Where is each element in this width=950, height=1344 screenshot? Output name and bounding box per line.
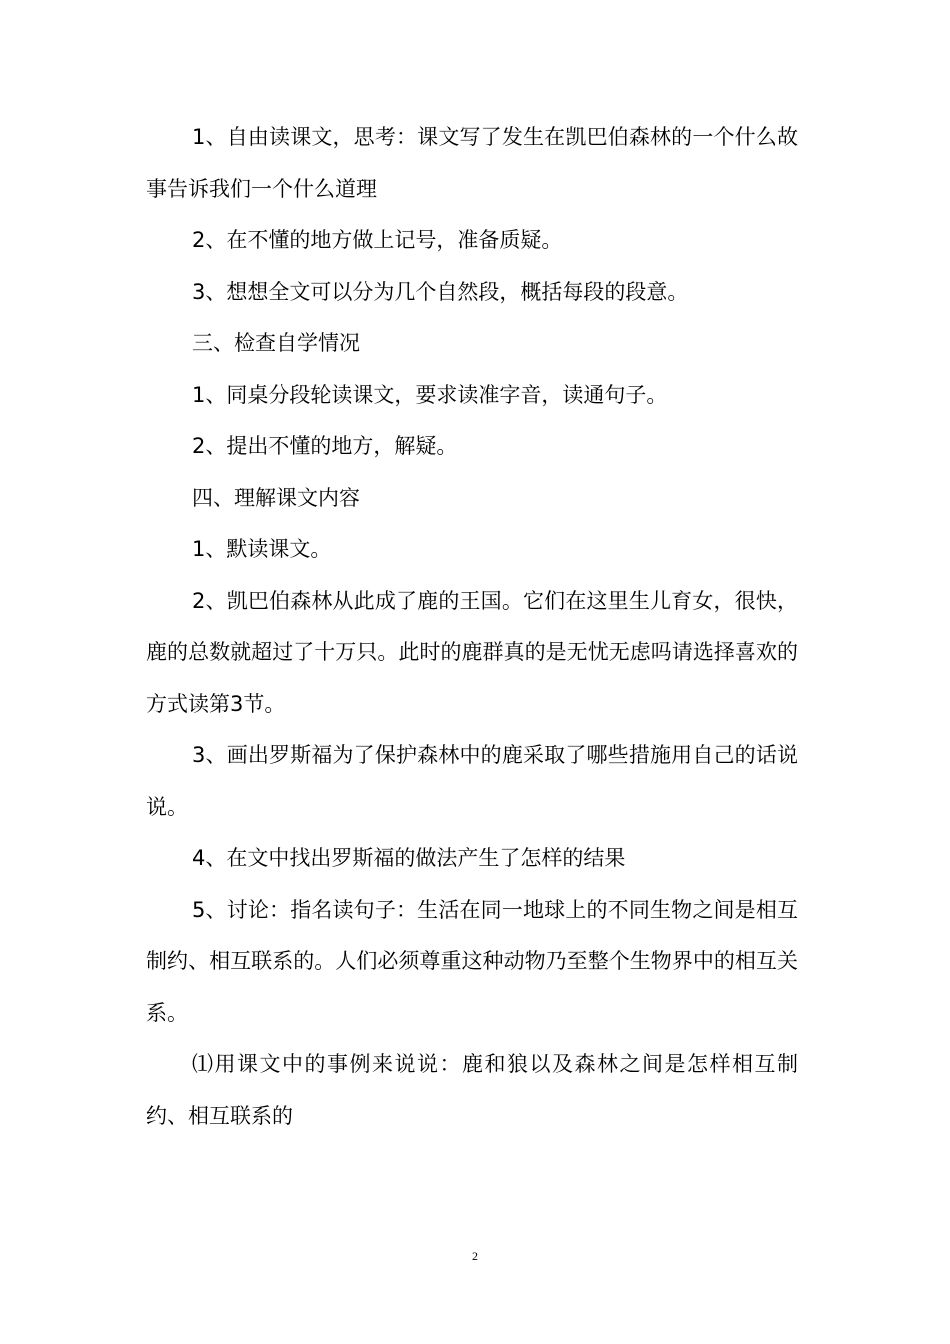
document-body — [146, 112, 798, 1142]
paragraph-reading-task-1: 1、自由读课文，思考：课文写了发生在凯巴伯森林的一个什么故事告诉我们一个什么道理 — [146, 125, 798, 201]
section-heading-check-self-study: 三、检查自学情况 — [192, 331, 360, 355]
paragraph-reading-task-3: 3、想想全文可以分为几个自然段，概括每段的段意。 — [192, 279, 689, 304]
paragraph-discussion-item-1: ⑴用课文中的事例来说说：鹿和狼以及森林之间是怎样相互制约、相互联系的 — [146, 1052, 798, 1128]
paragraph-understand-task-5: 5、讨论：指名读句子：生活在同一地球上的不同生物之间是相互制约、相互联系的。人们必须尊重这种动物乃至整个生物界中的相互关系。 — [146, 897, 798, 1025]
paragraph-understand-task-2: 2、凯巴伯森林从此成了鹿的王国。它们在这里生儿育女，很快，鹿的总数就超过了十万只。此时的鹿群真的是无忧无虑吗请选择喜欢的方式读第3节。 — [146, 588, 798, 716]
paragraph-reading-task-2: 2、在不懂的地方做上记号，准备质疑。 — [192, 228, 563, 252]
paragraph-understand-task-4: 4、在文中找出罗斯福的做法产生了怎样的结果 — [192, 846, 626, 870]
paragraph-understand-task-1: 1、默读课文。 — [192, 537, 332, 561]
paragraph-check-task-1: 1、同桌分段轮读课文，要求读准字音，读通句子。 — [192, 382, 668, 407]
section-heading-understand-text: 四、理解课文内容 — [192, 485, 360, 510]
paragraph-understand-task-3: 3、画出罗斯福为了保护森林中的鹿采取了哪些措施用自己的话说说。 — [146, 743, 798, 819]
page-number: 2 — [472, 1249, 478, 1263]
paragraph-check-task-2: 2、提出不懂的地方，解疑。 — [192, 434, 458, 458]
